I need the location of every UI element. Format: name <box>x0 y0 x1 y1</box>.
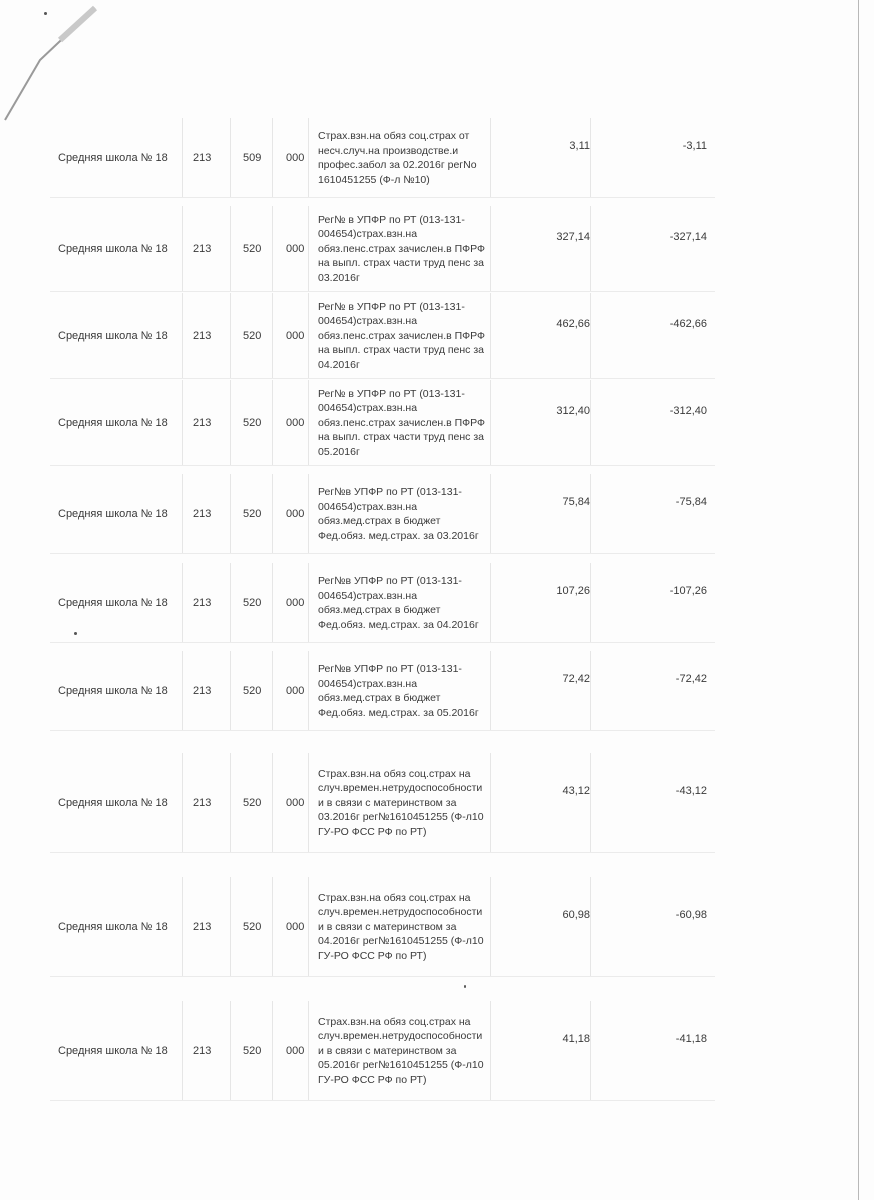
code-extra-cell: 000 <box>286 596 305 609</box>
negative-amount-cell: -75,84 <box>675 495 707 508</box>
grid-hline <box>50 642 715 643</box>
school-name-cell: Средняя школа № 18 <box>58 416 168 429</box>
grid-vline <box>490 293 491 379</box>
scan-speck <box>44 12 47 15</box>
code-kosgu-cell: 213 <box>193 151 212 164</box>
code-sub-cell: 520 <box>243 596 262 609</box>
grid-vline <box>272 1001 273 1101</box>
grid-hline <box>50 852 715 853</box>
negative-amount-cell: -327,14 <box>669 230 707 243</box>
negative-amount-cell: -41,18 <box>675 1032 707 1045</box>
school-name-cell: Средняя школа № 18 <box>58 920 168 933</box>
grid-vline <box>590 877 591 977</box>
grid-vline <box>230 118 231 198</box>
payment-description-cell: Рег№ в УПФР по РТ (013-131-004654)страх.взн.на обяз.пенс.страх зачислен.в ПФРФ на выпл. страх части труд пенс за 05.2016г <box>318 387 486 458</box>
payment-description-cell: Страх.взн.на обяз соц.страх от несч.случ.на производстве.и профес.забол за 02.2016г регNo 1610451255 (Ф-л №10) <box>318 130 477 186</box>
negative-amount-cell: -3,11 <box>682 139 707 152</box>
code-extra-cell: 000 <box>286 329 305 342</box>
table-row <box>50 206 715 292</box>
grid-vline <box>490 118 491 198</box>
grid-vline <box>272 380 273 466</box>
code-extra-cell: 000 <box>286 416 305 429</box>
code-extra-cell: 000 <box>286 796 305 809</box>
code-sub-cell: 520 <box>243 1044 262 1057</box>
grid-vline <box>490 1001 491 1101</box>
code-extra-cell: 000 <box>286 151 305 164</box>
table-row <box>50 651 715 731</box>
grid-vline <box>182 651 183 731</box>
grid-vline <box>308 753 309 853</box>
grid-vline <box>490 753 491 853</box>
amount-cell: 60,98 <box>562 908 590 921</box>
code-kosgu-cell: 213 <box>193 1044 212 1057</box>
amount-cell: 312,40 <box>556 404 590 417</box>
grid-vline <box>490 474 491 554</box>
code-kosgu-cell: 213 <box>193 329 212 342</box>
amount-cell: 43,12 <box>562 784 590 797</box>
code-sub-cell: 520 <box>243 329 262 342</box>
negative-amount-cell: -462,66 <box>669 317 707 330</box>
grid-vline <box>182 474 183 554</box>
grid-vline <box>490 877 491 977</box>
grid-vline <box>308 877 309 977</box>
grid-vline <box>182 753 183 853</box>
code-kosgu-cell: 213 <box>193 507 212 520</box>
negative-amount-cell: -72,42 <box>675 672 707 685</box>
payment-description-cell: Рег№в УПФР по РТ (013-131-004654)страх.взн.на обяз.мед.страх в бюджет Фед.обяз. мед.страх. за 05.2016г <box>318 663 479 719</box>
amount-cell: 3,11 <box>569 139 590 152</box>
grid-vline <box>590 1001 591 1101</box>
grid-vline <box>490 206 491 292</box>
grid-hline <box>50 730 715 731</box>
table-row <box>50 563 715 643</box>
school-name-cell: Средняя школа № 18 <box>58 507 168 520</box>
grid-hline <box>50 976 715 977</box>
table-row <box>50 877 715 977</box>
page-edge <box>858 0 859 1200</box>
grid-vline <box>590 380 591 466</box>
grid-vline <box>182 118 183 198</box>
folded-corner-mark <box>0 0 120 130</box>
code-extra-cell: 000 <box>286 242 305 255</box>
negative-amount-cell: -43,12 <box>675 784 707 797</box>
grid-vline <box>182 293 183 379</box>
school-name-cell: Средняя школа № 18 <box>58 242 168 255</box>
grid-vline <box>490 651 491 731</box>
code-kosgu-cell: 213 <box>193 920 212 933</box>
grid-vline <box>272 563 273 643</box>
negative-amount-cell: -107,26 <box>669 584 707 597</box>
grid-vline <box>590 206 591 292</box>
table-row <box>50 753 715 853</box>
table-row <box>50 293 715 379</box>
code-sub-cell: 509 <box>243 151 262 164</box>
payment-description-cell: Рег№в УПФР по РТ (013-131-004654)страх.взн.на обяз.мед.страх в бюджет Фед.обяз. мед.страх. за 03.2016г <box>318 486 479 542</box>
grid-vline <box>308 563 309 643</box>
code-kosgu-cell: 213 <box>193 796 212 809</box>
grid-vline <box>272 206 273 292</box>
grid-vline <box>590 651 591 731</box>
grid-vline <box>230 753 231 853</box>
payment-description-cell: Страх.взн.на обяз соц.страх на случ.времен.нетрудоспособности и в связи с материнством за 03.2016г рег№1610451255 (Ф-л10 ГУ-РО ФСС РФ по РТ) <box>318 767 484 838</box>
grid-vline <box>490 380 491 466</box>
negative-amount-cell: -312,40 <box>669 404 707 417</box>
grid-vline <box>182 206 183 292</box>
grid-vline <box>182 877 183 977</box>
grid-vline <box>272 293 273 379</box>
code-extra-cell: 000 <box>286 507 305 520</box>
grid-hline <box>50 378 715 379</box>
school-name-cell: Средняя школа № 18 <box>58 329 168 342</box>
school-name-cell: Средняя школа № 18 <box>58 796 168 809</box>
grid-vline <box>308 651 309 731</box>
grid-vline <box>590 563 591 643</box>
negative-amount-cell: -60,98 <box>675 908 707 921</box>
grid-vline <box>308 380 309 466</box>
table-row <box>50 118 715 198</box>
grid-vline <box>230 293 231 379</box>
grid-vline <box>230 1001 231 1101</box>
code-extra-cell: 000 <box>286 684 305 697</box>
scan-speck <box>464 985 466 988</box>
code-sub-cell: 520 <box>243 242 262 255</box>
table-row <box>50 380 715 466</box>
payment-description-cell: Рег№ в УПФР по РТ (013-131-004654)страх.взн.на обяз.пенс.страх зачислен.в ПФРФ на выпл. страх части труд пенс за 04.2016г <box>318 300 486 371</box>
amount-cell: 327,14 <box>556 230 590 243</box>
code-extra-cell: 000 <box>286 1044 305 1057</box>
school-name-cell: Средняя школа № 18 <box>58 596 168 609</box>
table-row <box>50 1001 715 1101</box>
grid-vline <box>490 563 491 643</box>
grid-hline <box>50 1100 715 1101</box>
grid-vline <box>590 118 591 198</box>
grid-vline <box>272 118 273 198</box>
table-row <box>50 474 715 554</box>
school-name-cell: Средняя школа № 18 <box>58 1044 168 1057</box>
grid-vline <box>308 474 309 554</box>
code-kosgu-cell: 213 <box>193 596 212 609</box>
code-sub-cell: 520 <box>243 920 262 933</box>
grid-vline <box>590 474 591 554</box>
grid-vline <box>308 118 309 198</box>
grid-vline <box>590 753 591 853</box>
grid-hline <box>50 291 715 292</box>
grid-vline <box>230 651 231 731</box>
code-extra-cell: 000 <box>286 920 305 933</box>
grid-vline <box>182 563 183 643</box>
payment-description-cell: Страх.взн.на обяз соц.страх на случ.времен.нетрудоспособности и в связи с материнством за 04.2016г рег№1610451255 (Ф-л10 ГУ-РО ФСС РФ по РТ) <box>318 891 484 962</box>
code-sub-cell: 520 <box>243 416 262 429</box>
grid-vline <box>230 563 231 643</box>
code-sub-cell: 520 <box>243 796 262 809</box>
grid-vline <box>230 206 231 292</box>
code-kosgu-cell: 213 <box>193 242 212 255</box>
grid-vline <box>272 877 273 977</box>
grid-hline <box>50 197 715 198</box>
grid-vline <box>590 293 591 379</box>
grid-vline <box>272 651 273 731</box>
grid-vline <box>230 380 231 466</box>
grid-vline <box>272 753 273 853</box>
payment-description-cell: Рег№ в УПФР по РТ (013-131-004654)страх.взн.на обяз.пенс.страх зачислен.в ПФРФ на выпл. страх части труд пенс за 03.2016г <box>318 213 486 284</box>
payment-description-cell: Страх.взн.на обяз соц.страх на случ.времен.нетрудоспособности и в связи с материнством за 05.2016г рег№1610451255 (Ф-л10 ГУ-РО ФСС РФ по РТ) <box>318 1015 484 1086</box>
grid-vline <box>308 1001 309 1101</box>
amount-cell: 41,18 <box>562 1032 590 1045</box>
grid-vline <box>182 1001 183 1101</box>
grid-vline <box>182 380 183 466</box>
code-sub-cell: 520 <box>243 507 262 520</box>
grid-vline <box>308 293 309 379</box>
amount-cell: 462,66 <box>556 317 590 330</box>
amount-cell: 107,26 <box>556 584 590 597</box>
grid-vline <box>272 474 273 554</box>
payment-description-cell: Рег№в УПФР по РТ (013-131-004654)страх.взн.на обяз.мед.страх в бюджет Фед.обяз. мед.страх. за 04.2016г <box>318 575 479 631</box>
school-name-cell: Средняя школа № 18 <box>58 151 168 164</box>
code-kosgu-cell: 213 <box>193 416 212 429</box>
amount-cell: 75,84 <box>562 495 590 508</box>
school-name-cell: Средняя школа № 18 <box>58 684 168 697</box>
grid-vline <box>308 206 309 292</box>
code-sub-cell: 520 <box>243 684 262 697</box>
amount-cell: 72,42 <box>562 672 590 685</box>
grid-vline <box>230 877 231 977</box>
code-kosgu-cell: 213 <box>193 684 212 697</box>
grid-vline <box>230 474 231 554</box>
grid-hline <box>50 553 715 554</box>
grid-hline <box>50 465 715 466</box>
